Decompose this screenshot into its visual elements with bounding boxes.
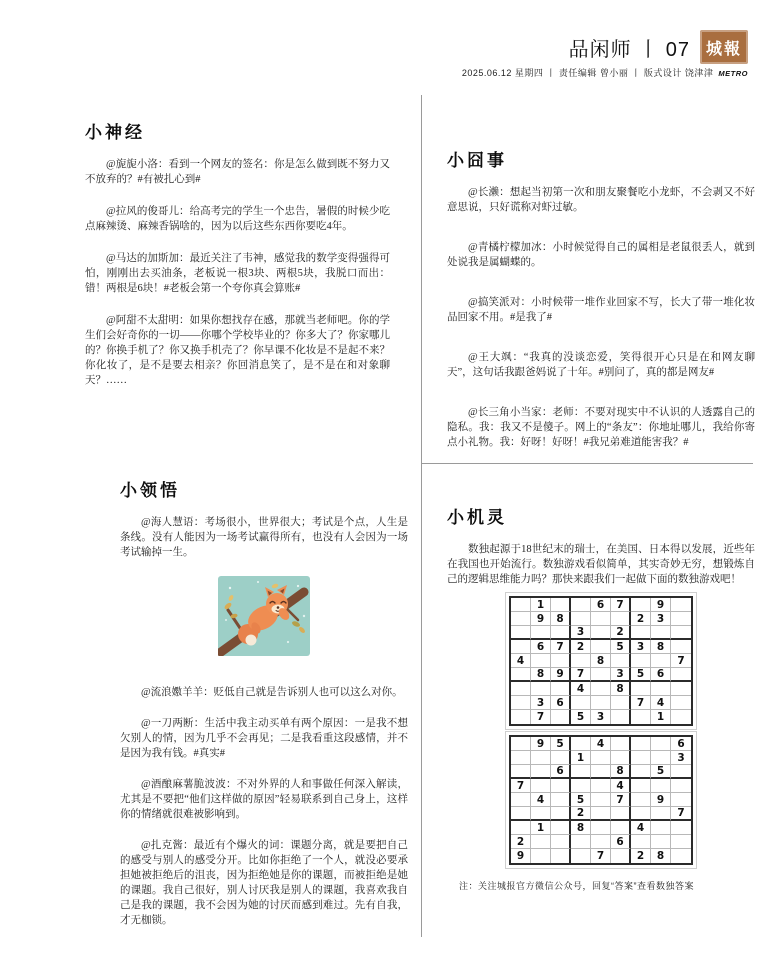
section-jiongshi bbox=[447, 146, 755, 475]
sudoku-cell: 3 bbox=[571, 626, 591, 640]
sudoku-cell[interactable] bbox=[571, 779, 591, 793]
sudoku-cell[interactable] bbox=[571, 765, 591, 779]
sudoku-cell[interactable] bbox=[611, 612, 631, 626]
sudoku-cell[interactable] bbox=[671, 710, 691, 724]
sudoku-cell[interactable] bbox=[671, 821, 691, 835]
sudoku-cell[interactable] bbox=[531, 779, 551, 793]
sudoku-grid-1[interactable] bbox=[509, 596, 693, 726]
sudoku-cell[interactable] bbox=[651, 654, 671, 668]
sudoku-cell[interactable] bbox=[671, 835, 691, 849]
sudoku-cell: 7 bbox=[531, 710, 551, 724]
sudoku-cell: 7 bbox=[611, 598, 631, 612]
post: @马达的加斯加：最近关注了韦神，感觉我的数学变得强得可怕，刚刚出去买油条，老板说一根3块、两根5块，我脱口而出：错！两根是6块！#老板会第一个夸你真会算账# bbox=[85, 253, 390, 294]
sudoku-cell[interactable] bbox=[531, 807, 551, 821]
sudoku-cell: 8 bbox=[531, 668, 551, 682]
sudoku-cell[interactable] bbox=[651, 751, 671, 765]
sudoku-grid-2[interactable] bbox=[509, 735, 693, 865]
fox-on-branch-image bbox=[218, 576, 310, 656]
sudoku-cell[interactable] bbox=[591, 821, 611, 835]
sudoku-cell[interactable] bbox=[591, 612, 611, 626]
sudoku-cell: 8 bbox=[611, 765, 631, 779]
sudoku-cell: 7 bbox=[571, 668, 591, 682]
sudoku-cell: 2 bbox=[571, 640, 591, 654]
sudoku-cell[interactable] bbox=[591, 668, 611, 682]
sudoku-cell: 3 bbox=[651, 612, 671, 626]
sudoku-cell: 6 bbox=[591, 598, 611, 612]
sudoku-cell: 3 bbox=[531, 696, 551, 710]
sudoku-cell[interactable] bbox=[571, 849, 591, 863]
sudoku-cell[interactable] bbox=[671, 849, 691, 863]
sudoku-cell[interactable] bbox=[531, 765, 551, 779]
sudoku-cell: 9 bbox=[531, 612, 551, 626]
sudoku-cell[interactable] bbox=[611, 821, 631, 835]
sudoku-answer-note: 注：关注城报官方微信公众号，回复“答案”查看数独答案 bbox=[459, 881, 694, 891]
post: @海人慧语：考场很小，世界很大；考试是个点，人生是条线。没有人能因为一场考试赢得所有，也没有人会因为一场考试输掉一生。 bbox=[120, 517, 408, 558]
fox-illustration bbox=[218, 576, 310, 661]
sudoku-cell[interactable] bbox=[511, 807, 531, 821]
sudoku-cell[interactable] bbox=[631, 682, 651, 696]
sudoku-cell[interactable] bbox=[671, 640, 691, 654]
sudoku-cell: 3 bbox=[591, 710, 611, 724]
sudoku-cell: 9 bbox=[651, 793, 671, 807]
post: @流浪嫐羊羊：贬低自己就是告诉别人也可以这么对你。 bbox=[141, 687, 403, 698]
sudoku-cell[interactable] bbox=[551, 598, 571, 612]
sudoku-cell[interactable] bbox=[611, 807, 631, 821]
sudoku-cell[interactable] bbox=[631, 835, 651, 849]
sudoku-cell[interactable] bbox=[671, 779, 691, 793]
post: @搞笑派对：小时候带一堆作业回家不写，长大了带一堆化妆品回家不用。#是我了# bbox=[447, 297, 755, 323]
sudoku-cell: 5 bbox=[651, 765, 671, 779]
post: @扎克酱：最近有个爆火的词：课题分离，就是要把自己的感受与别人的感受分开。比如你拒绝了一个人，就没必要承担她被拒绝后的沮丧，因为拒绝她是你的课题，而被拒绝是她的课题。我自己很好，别人讨厌我是别人的课题，我喜欢我自己是我的课题，我不会因为她的讨厌而感到难过。先有自我，才无枷锁。 bbox=[120, 840, 408, 926]
post: @酒酿麻薯脆波波：不对外界的人和事做任何深入解读，尤其是不要把“他们这样做的原因”轻易联系到自己身上，这样你的情绪就很难被影响到。 bbox=[120, 779, 408, 820]
sudoku-cell[interactable] bbox=[551, 710, 571, 724]
sudoku-cell: 1 bbox=[651, 710, 671, 724]
sudoku-cell[interactable] bbox=[531, 654, 551, 668]
sudoku-cell[interactable] bbox=[511, 696, 531, 710]
post: @长濑：想起当初第一次和朋友聚餐吃小龙虾，不会剥又不好意思说，只好谎称对虾过敏。 bbox=[447, 187, 755, 213]
sudoku-cell[interactable] bbox=[631, 751, 651, 765]
sudoku-cell[interactable] bbox=[571, 612, 591, 626]
sudoku-cell[interactable] bbox=[531, 751, 551, 765]
sudoku-cell[interactable] bbox=[591, 640, 611, 654]
sudoku-cell: 4 bbox=[591, 737, 611, 751]
sudoku-cell: 7 bbox=[551, 640, 571, 654]
sudoku-cell[interactable] bbox=[551, 849, 571, 863]
sudoku-cell[interactable] bbox=[511, 626, 531, 640]
section-title: 小囧事 bbox=[447, 151, 507, 170]
sudoku-cell: 9 bbox=[651, 598, 671, 612]
sudoku-cell[interactable] bbox=[571, 696, 591, 710]
sudoku-cell[interactable] bbox=[571, 737, 591, 751]
vertical-divider bbox=[421, 95, 422, 937]
sudoku-cell[interactable] bbox=[671, 793, 691, 807]
sudoku-cell: 7 bbox=[511, 779, 531, 793]
sudoku-cell[interactable] bbox=[551, 807, 571, 821]
sudoku-cell[interactable] bbox=[551, 626, 571, 640]
sudoku-cell[interactable] bbox=[591, 626, 611, 640]
sudoku-cell[interactable] bbox=[651, 779, 671, 793]
sudoku-intro: 数独起源于18世纪末的瑞士，在美国、日本得以发展，近些年在我国也开始流行。数独游戏看似简单，其实奇妙无穷，想锻炼自己的逻辑思维能力吗？那快来跟我们一起做下面的数独游戏吧！ bbox=[447, 544, 755, 585]
sudoku-cell[interactable] bbox=[611, 737, 631, 751]
sudoku-cell: 6 bbox=[671, 737, 691, 751]
dateline-row bbox=[462, 66, 748, 79]
sudoku-cell[interactable] bbox=[551, 682, 571, 696]
sudoku-cell[interactable] bbox=[551, 835, 571, 849]
sudoku-cell: 9 bbox=[551, 668, 571, 682]
sudoku-cell: 8 bbox=[551, 612, 571, 626]
sudoku-cell: 2 bbox=[611, 626, 631, 640]
sudoku-cell[interactable] bbox=[551, 821, 571, 835]
sudoku-cell: 2 bbox=[631, 612, 651, 626]
sudoku-cell[interactable] bbox=[611, 654, 631, 668]
sudoku-cell[interactable] bbox=[531, 682, 551, 696]
sudoku-cell: 6 bbox=[531, 640, 551, 654]
sudoku-cell[interactable] bbox=[511, 751, 531, 765]
post: @长三角小当家：老师：不要对现实中不认识的人透露自己的隐私。我：我又不是傻子。网上的“条友”：你地址哪儿，我给你寄点小礼物。我：好呀！好呀！#我兄弟难道能害我？# bbox=[447, 407, 755, 448]
sudoku-cell[interactable] bbox=[631, 654, 651, 668]
sudoku-cell: 8 bbox=[651, 640, 671, 654]
sudoku-cell[interactable] bbox=[591, 696, 611, 710]
sudoku-cell[interactable] bbox=[631, 710, 651, 724]
sudoku-cell: 5 bbox=[551, 737, 571, 751]
post: @青橘柠檬加冰：小时候觉得自己的属相是老鼠很丢人，就到处说我是属蝴蝶的。 bbox=[447, 242, 755, 268]
sudoku-cell[interactable] bbox=[591, 835, 611, 849]
sudoku-cell[interactable] bbox=[511, 793, 531, 807]
sudoku-cell[interactable] bbox=[531, 849, 551, 863]
sudoku-cell: 7 bbox=[671, 654, 691, 668]
sudoku-cell: 4 bbox=[611, 779, 631, 793]
sudoku-cell[interactable] bbox=[671, 612, 691, 626]
sudoku-cell: 5 bbox=[571, 710, 591, 724]
sudoku-cell[interactable] bbox=[651, 737, 671, 751]
sudoku-cell[interactable] bbox=[511, 710, 531, 724]
sudoku-cell[interactable] bbox=[551, 779, 571, 793]
sudoku-cell: 1 bbox=[531, 598, 551, 612]
sudoku-cell[interactable] bbox=[671, 626, 691, 640]
sudoku-cell[interactable] bbox=[631, 737, 651, 751]
sudoku-cell: 5 bbox=[631, 668, 651, 682]
sudoku-cell: 8 bbox=[611, 682, 631, 696]
section-title: 小神经 bbox=[85, 123, 145, 142]
sudoku-cell[interactable] bbox=[591, 779, 611, 793]
sudoku-cell: 6 bbox=[551, 696, 571, 710]
section-title: 小机灵 bbox=[447, 508, 507, 527]
sudoku-cell: 6 bbox=[611, 835, 631, 849]
sudoku-cell: 3 bbox=[631, 640, 651, 654]
sudoku-cell[interactable] bbox=[671, 696, 691, 710]
post: @阿甜不太甜明：如果你想找存在感，那就当老师吧。你的学生们会好奇你的一切——你哪个学校毕业的？你多大了？你家哪儿的？你换手机了？你又换手机壳了？你早课不化妆是不是起不来？你化妆了，是不是要去相亲？你回消息笑了，是不是在和对象聊天？…… bbox=[85, 315, 390, 386]
dateline: 2025.06.12 星期四 丨 责任编辑 曾小丽 丨 版式设计 饶津津 bbox=[461, 68, 714, 78]
sudoku-cell[interactable] bbox=[551, 654, 571, 668]
sudoku-cell[interactable] bbox=[531, 835, 551, 849]
chengbao-logo: 城報 bbox=[700, 30, 748, 64]
sudoku-cell: 1 bbox=[531, 821, 551, 835]
sudoku-cell: 1 bbox=[571, 751, 591, 765]
sudoku-cell[interactable] bbox=[511, 612, 531, 626]
sudoku-cell[interactable] bbox=[591, 793, 611, 807]
sudoku-cell[interactable] bbox=[511, 821, 531, 835]
sudoku-cell: 7 bbox=[591, 849, 611, 863]
sudoku-cell[interactable] bbox=[651, 835, 671, 849]
post: @王大飒：“我真的没谈恋爱，笑得很开心只是在和网友聊天”，这句话我跟爸妈说了十年。#别问了，真的都是网友# bbox=[447, 352, 755, 378]
sudoku-cell[interactable] bbox=[591, 682, 611, 696]
sudoku-cell: 6 bbox=[551, 765, 571, 779]
sudoku-cell[interactable] bbox=[651, 682, 671, 696]
sudoku-cell: 3 bbox=[611, 668, 631, 682]
sudoku-cell[interactable] bbox=[631, 626, 651, 640]
sudoku-cell[interactable] bbox=[631, 793, 651, 807]
sudoku-cell[interactable] bbox=[651, 821, 671, 835]
section-jiling bbox=[447, 503, 755, 892]
sudoku-cell: 9 bbox=[531, 737, 551, 751]
sudoku-cell: 7 bbox=[611, 793, 631, 807]
sudoku-cell[interactable] bbox=[651, 626, 671, 640]
sudoku-cell: 2 bbox=[571, 807, 591, 821]
sudoku-cell[interactable] bbox=[671, 682, 691, 696]
sudoku-cell: 7 bbox=[631, 696, 651, 710]
masthead bbox=[569, 30, 748, 64]
sudoku-cell: 6 bbox=[651, 668, 671, 682]
metro-logo: METRO bbox=[718, 69, 748, 78]
sudoku-cell[interactable] bbox=[571, 598, 591, 612]
sudoku-cell: 5 bbox=[571, 793, 591, 807]
page-title: 品闲师 丨 07 bbox=[568, 38, 690, 61]
sudoku-cell[interactable] bbox=[511, 737, 531, 751]
section-shenjing bbox=[85, 118, 390, 405]
sudoku-cell: 3 bbox=[671, 751, 691, 765]
sudoku-cell[interactable] bbox=[631, 779, 651, 793]
sudoku-cell[interactable] bbox=[611, 849, 631, 863]
sudoku-cell[interactable] bbox=[631, 807, 651, 821]
post: @旎旎小洛：看到一个网友的签名：你是怎么做到既不努力又不放弃的？#有被扎心到# bbox=[85, 159, 390, 185]
sudoku-cell: 4 bbox=[531, 793, 551, 807]
post: @拉风的俊哥儿：给高考完的学生一个忠告，暑假的时候少吃点麻辣烫、麻辣香锅啥的，因为以后这些东西你要吃4年。 bbox=[85, 206, 390, 232]
sudoku-cell[interactable] bbox=[591, 807, 611, 821]
sudoku-cell: 9 bbox=[511, 849, 531, 863]
sudoku-cell: 4 bbox=[511, 654, 531, 668]
sudoku-cell[interactable] bbox=[571, 654, 591, 668]
sudoku-cell: 2 bbox=[631, 849, 651, 863]
sudoku-cell[interactable] bbox=[591, 751, 611, 765]
sudoku-cell[interactable] bbox=[631, 765, 651, 779]
sudoku-cell[interactable] bbox=[511, 668, 531, 682]
sudoku-cell: 4 bbox=[651, 696, 671, 710]
sudoku-cell[interactable] bbox=[631, 598, 651, 612]
sudoku-cell[interactable] bbox=[611, 710, 631, 724]
sudoku-cell[interactable] bbox=[511, 598, 531, 612]
sudoku-cell[interactable] bbox=[671, 668, 691, 682]
sudoku-cell[interactable] bbox=[551, 751, 571, 765]
sudoku-cell: 8 bbox=[571, 821, 591, 835]
sudoku-cell[interactable] bbox=[511, 765, 531, 779]
sudoku-cell: 2 bbox=[511, 835, 531, 849]
sudoku-cell: 4 bbox=[571, 682, 591, 696]
post: @一刀两断：生活中我主动买单有两个原因：一是我不想欠别人的情，因为几乎不会再见；二是我看重这段感情，并不是因为我有钱。#真实# bbox=[120, 718, 408, 759]
sudoku-cell[interactable] bbox=[531, 626, 551, 640]
sudoku-cell: 8 bbox=[591, 654, 611, 668]
sudoku-cell: 4 bbox=[631, 821, 651, 835]
sudoku-cell[interactable] bbox=[571, 835, 591, 849]
section-lingwu bbox=[120, 476, 408, 944]
sudoku-cell[interactable] bbox=[551, 793, 571, 807]
sudoku-cell: 5 bbox=[611, 640, 631, 654]
sudoku-cell[interactable] bbox=[511, 640, 531, 654]
sudoku-cell: 8 bbox=[651, 849, 671, 863]
sudoku-cell[interactable] bbox=[671, 765, 691, 779]
sudoku-cell: 7 bbox=[671, 807, 691, 821]
sudoku-cell[interactable] bbox=[511, 682, 531, 696]
sudoku-cell[interactable] bbox=[651, 807, 671, 821]
sudoku-cell[interactable] bbox=[671, 598, 691, 612]
sudoku-cell[interactable] bbox=[611, 696, 631, 710]
section-title: 小领悟 bbox=[120, 481, 180, 500]
sudoku-cell[interactable] bbox=[591, 765, 611, 779]
sudoku-cell[interactable] bbox=[611, 751, 631, 765]
